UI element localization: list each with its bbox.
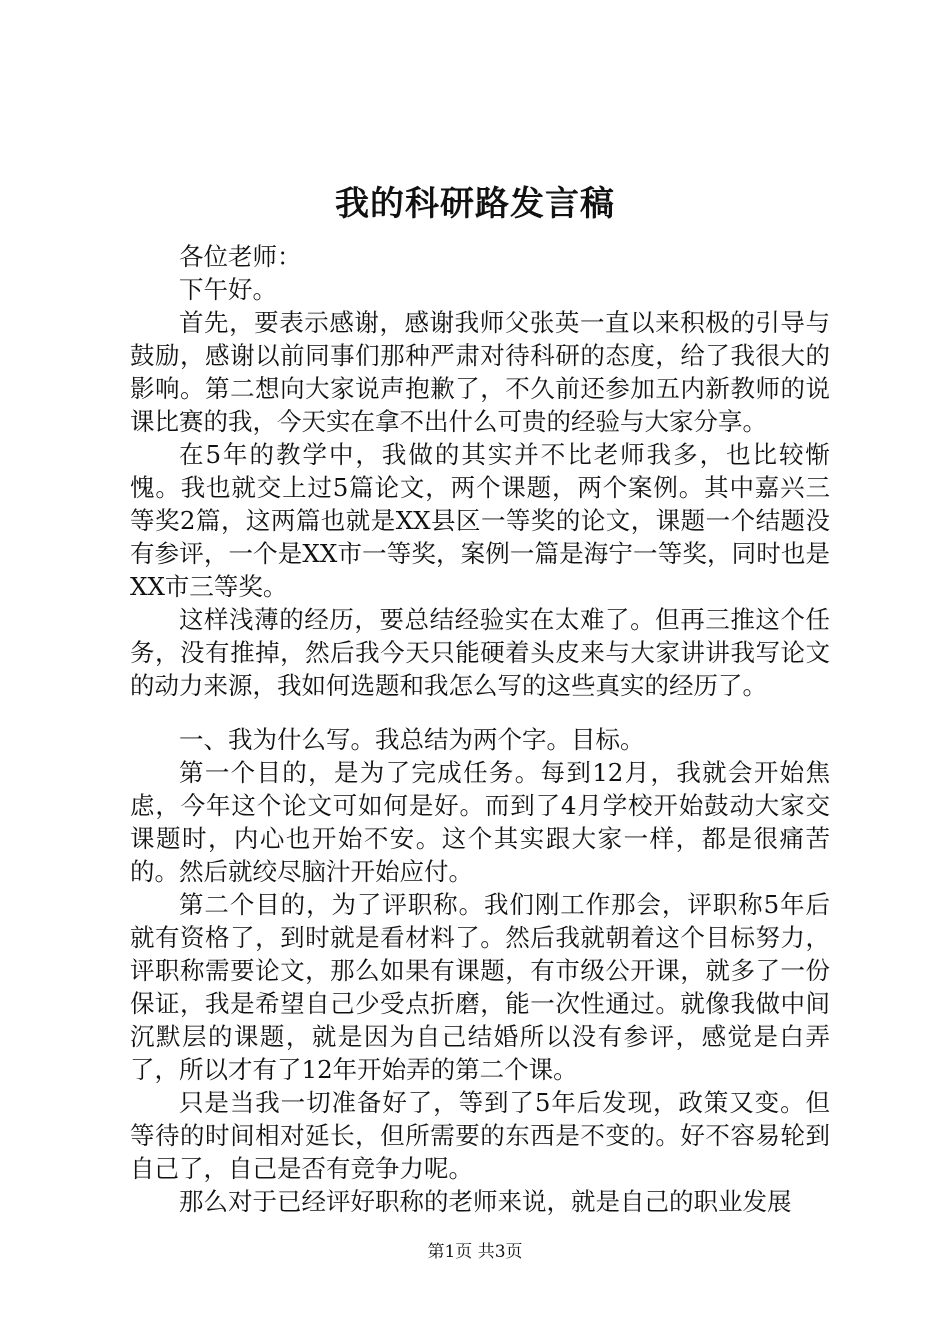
page-footer: 第1页 共3页 <box>427 1242 523 1262</box>
paragraph-goal-one: 第一个目的，是为了完成任务。每到12月，我就会开始焦虑，今年这个论文可如何是好。而到了4月学校开始鼓动大家交课题时，内心也开始不安。这个其实跟大家一样，都是很痛苦的。然后就绞尽脑汁开始应付。 <box>130 758 830 886</box>
paragraph-goal-two: 第二个目的，为了评职称。我们刚工作那会，评职称5年后就有资格了，到时就是看材料了。然后我就朝着这个目标努力，评职称需要论文，那么如果有课题，有市级公开课，就多了一份保证，我是希望自己少受点折磨，能一次性通过。就像我做中间沉默层的课题，就是因为自己结婚所以没有参评，感觉是白弄了，所以才有了12年开始弄的第二个课。 <box>130 890 830 1084</box>
section-heading-why-write: 一、我为什么写。我总结为两个字。目标。 <box>179 725 645 754</box>
paragraph-good-afternoon: 下午好。 <box>179 275 277 304</box>
paragraph-experience: 在5年的教学中，我做的其实并不比老师我多，也比较惭愧。我也就交上过5篇论文，两个课题，两个案例。其中嘉兴三等奖2篇，这两篇也就是XX县区一等奖的论文，课题一个结题没有参评，一个是XX市一等奖，案例一篇是海宁一等奖，同时也是XX市三等奖。 <box>130 440 830 601</box>
document-title: 我的科研路发言稿 <box>335 184 615 224</box>
paragraph-summary: 这样浅薄的经历，要总结经验实在太难了。但再三推这个任务，没有推掉，然后我今天只能硬着头皮来与大家讲讲我写论文的动力来源，我如何选题和我怎么写的这些真实的经历了。 <box>130 605 830 700</box>
paragraph-policy-change: 只是当我一切准备好了，等到了5年后发现，政策又变。但等待的时间相对延长，但所需要的东西是不变的。好不容易轮到自己了，自己是否有竞争力呢。 <box>130 1088 830 1183</box>
paragraph-thanks: 首先，要表示感谢，感谢我师父张英一直以来积极的引导与鼓励，感谢以前同事们那种严肃对待科研的态度，给了我很大的影响。第二想向大家说声抱歉了，不久前还参加五内新教师的说课比赛的我，今天实在拿不出什么可贵的经验与大家分享。 <box>130 308 830 436</box>
paragraph-greeting: 各位老师： <box>179 242 302 271</box>
paragraph-career-development: 那么对于已经评好职称的老师来说，就是自己的职业发展 <box>179 1187 792 1216</box>
document-body <box>130 240 830 1218</box>
